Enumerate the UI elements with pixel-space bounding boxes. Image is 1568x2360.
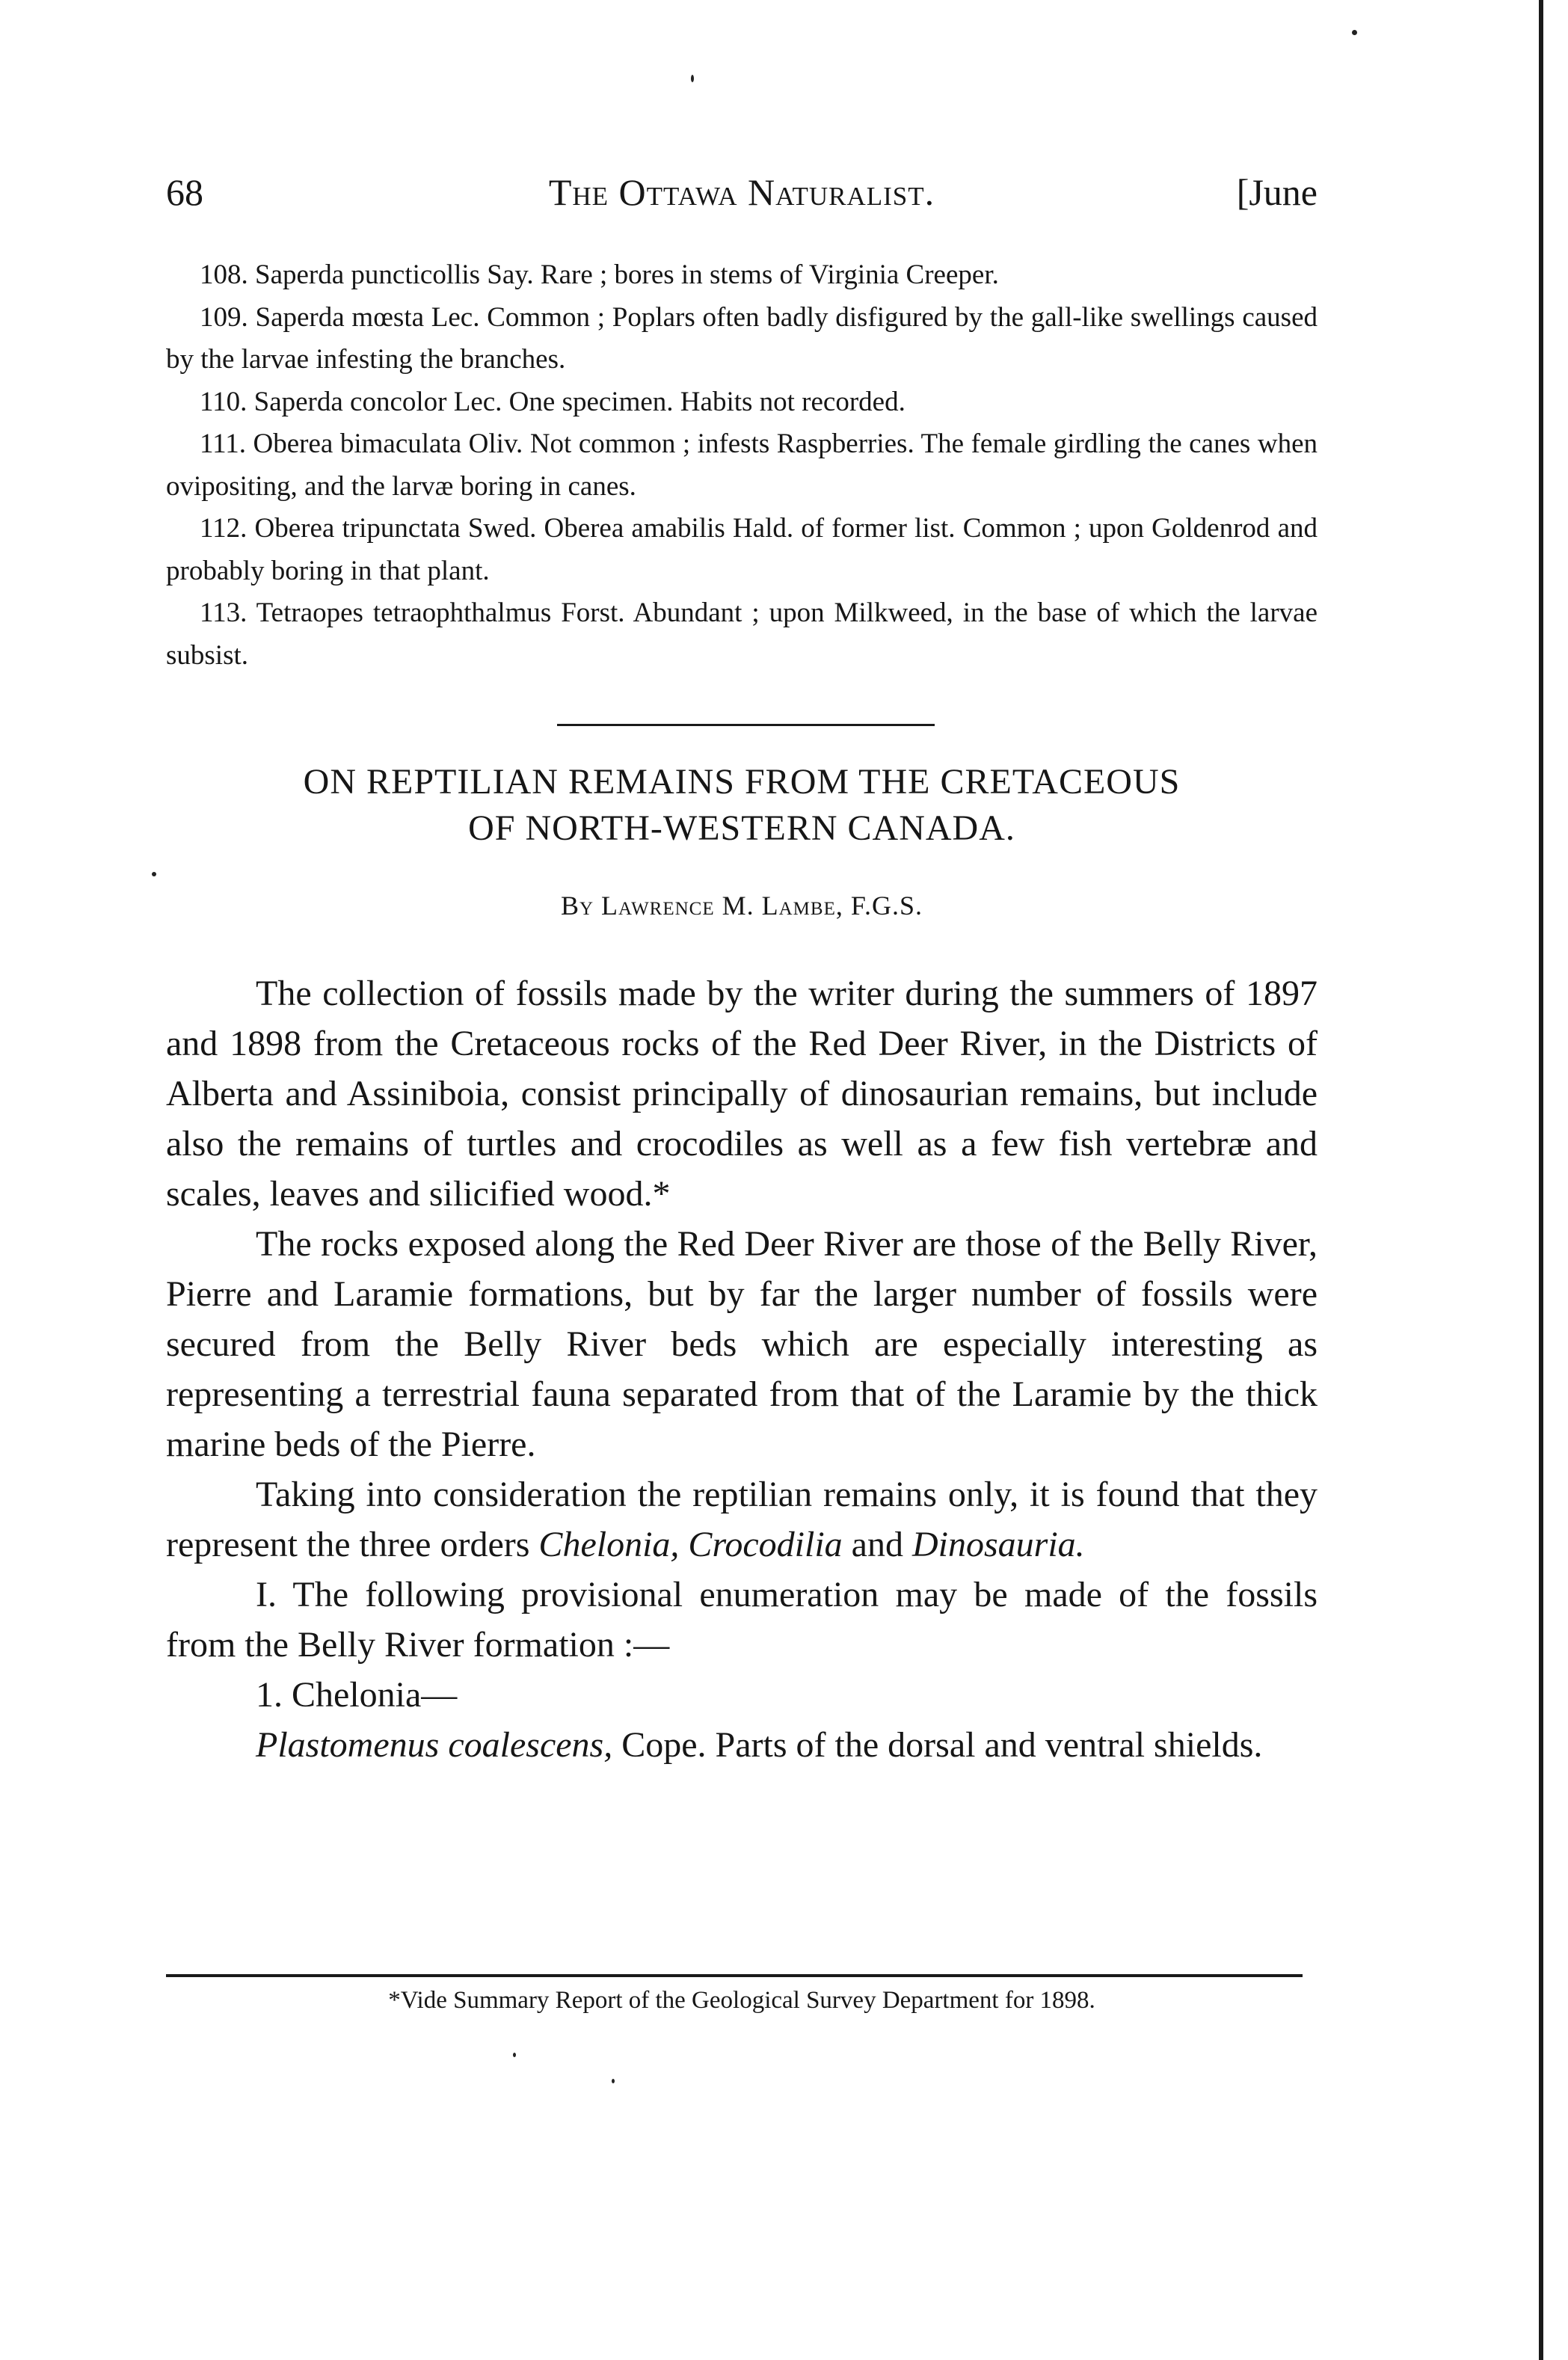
journal-title: The Ottawa Naturalist. [548, 171, 935, 213]
list-item: 108. Saperda puncticollis Say. Rare ; bores in stems of Virginia Creeper. [200, 259, 999, 290]
scan-speck [1352, 30, 1357, 35]
list-item: 113. Tetraopes tetraophthalmus Forst. Abundant ; upon Milkweed, in the base of which the larvae subsist. [166, 597, 1318, 671]
issue-month: [June [1236, 171, 1318, 213]
article-title-line: OF NORTH-WESTERN CANADA. [468, 808, 1015, 848]
order-name: Crocodilia [688, 1525, 843, 1564]
paragraph-text: Cope. Parts of the dorsal and ventral shields. [621, 1725, 1263, 1765]
order-name: Dinosauria. [911, 1525, 1085, 1564]
body-paragraph: The rocks exposed along the Red Deer River are those of the Belly River, Pierre and Laramie formations, but by far the larger number of fossils were secured from the Belly River beds which are especially interesting as representing a terrestrial fauna separated from that of the Laramie by the thick marine beds of the Pierre. [166, 1224, 1318, 1464]
body-paragraph [166, 1469, 1318, 1570]
body-paragraph [166, 1720, 1318, 1770]
list-item: 112. Oberea tripunctata Swed. Oberea amabilis Hald. of former list. Common ; upon Goldenrod and probably boring in that plant. [166, 513, 1318, 586]
paragraph-text: Taking into consideration the reptilian remains only, it is found that they represent the three orders [166, 1475, 1318, 1564]
footnote-rule [166, 1974, 1303, 1977]
scan-speck [691, 75, 694, 82]
scan-speck [612, 2079, 615, 2083]
article-body [166, 968, 1318, 1770]
body-paragraph: I. The following provisional enumeration may be made of the fossils from the Belly River formation :— [166, 1575, 1318, 1665]
body-paragraph: The collection of fossils made by the writer during the summers of 1897 and 1898 from the Cretaceous rocks of the Red Deer River, in the Districts of Alberta and Assiniboia, consist principally of dinosaurian remains, but include also the remains of turtles and crocodiles as well as a few fish vertebræ and scales, leaves and silicified wood.* [166, 974, 1318, 1214]
list-item: 109. Saperda mœsta Lec. Common ; Poplars often badly disfigured by the gall-like swellings caused by the larvae infesting the branches. [166, 301, 1318, 375]
species-name: Plastomenus coalescens, [256, 1725, 613, 1765]
section-divider [557, 724, 935, 726]
species-list [166, 254, 1318, 677]
order-name: Chelonia, [538, 1525, 680, 1564]
article-byline: By Lawrence M. Lambe, F.G.S. [560, 891, 923, 921]
list-item: 110. Saperda concolor Lec. One specimen. Habits not recorded. [200, 386, 906, 417]
article-title [166, 759, 1318, 852]
footnote: *Vide Summary Report of the Geological Survey Department for 1898. [388, 1987, 1095, 2014]
binding-edge-line [1539, 0, 1543, 2360]
scan-speck [152, 872, 156, 876]
scan-speck [513, 2053, 516, 2057]
body-paragraph: 1. Chelonia— [256, 1675, 458, 1715]
article-title-line: ON REPTILIAN REMAINS FROM THE CRETACEOUS [303, 762, 1181, 802]
paragraph-text: and [851, 1525, 903, 1564]
list-item: 111. Oberea bimaculata Oliv. Not common ; infests Raspberries. The female girdling the canes when ovipositing, and the larvæ boring in canes. [166, 428, 1318, 502]
page-number: 68 [166, 171, 203, 213]
running-header [166, 170, 1318, 223]
